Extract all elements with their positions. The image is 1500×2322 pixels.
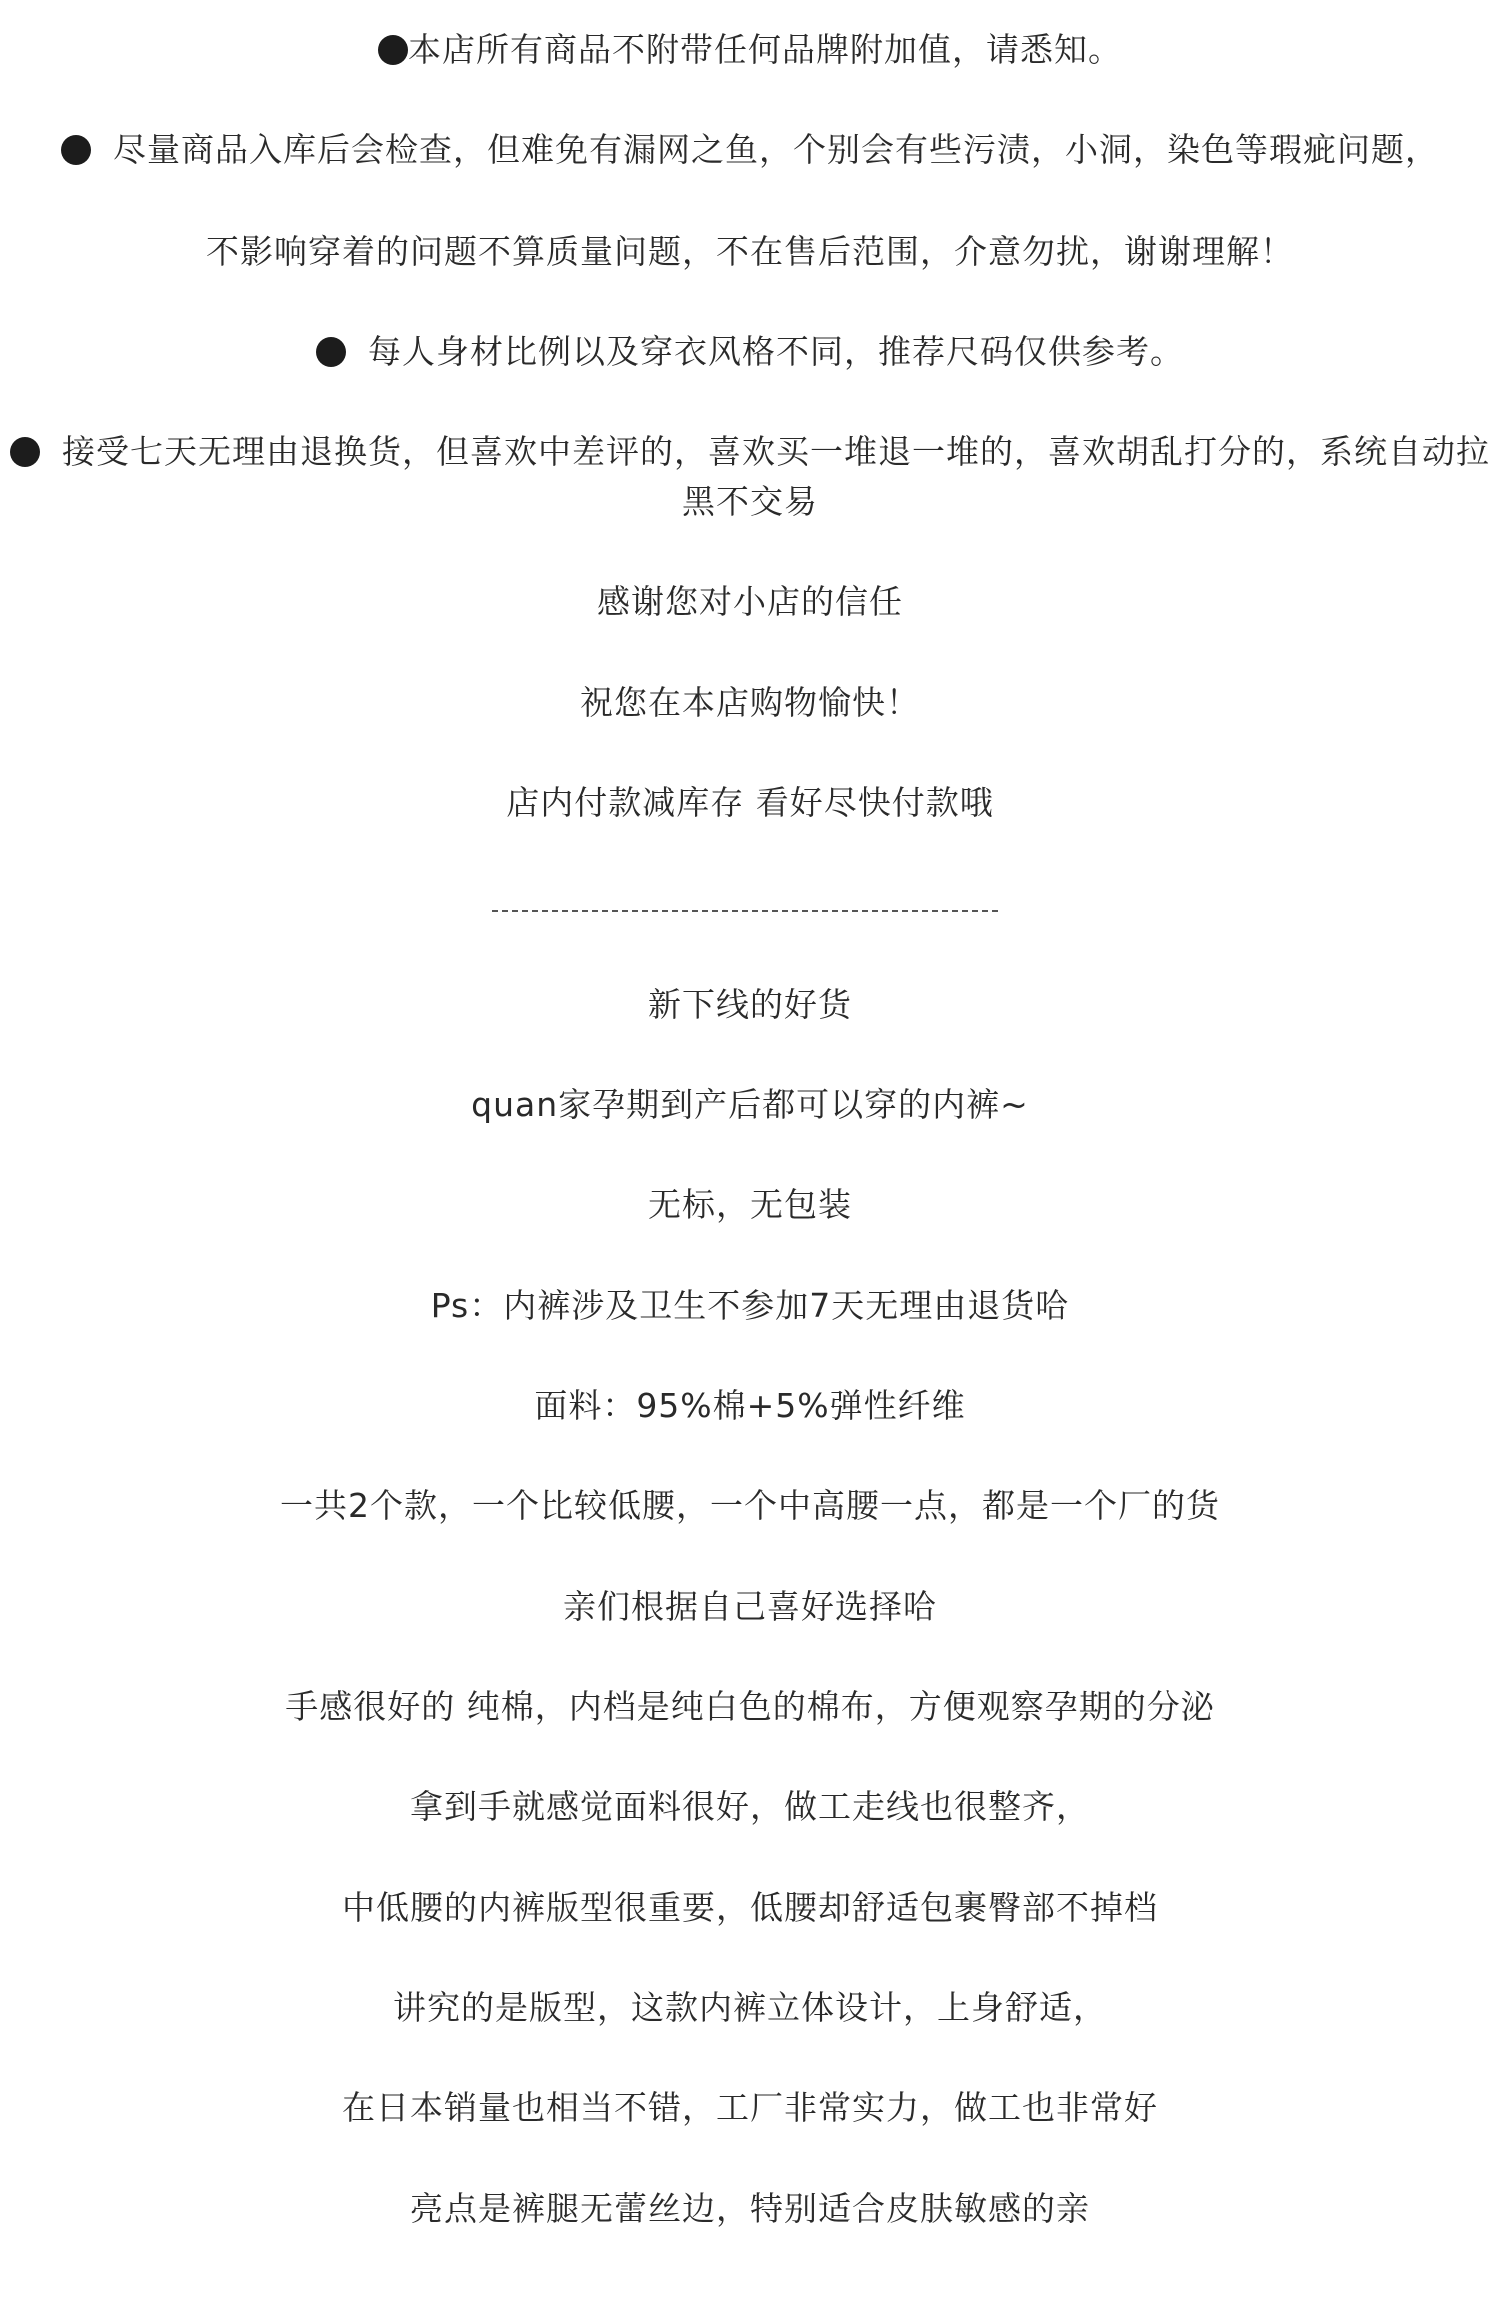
notice-line-8: 店内付款减库存 看好尽快付款哦 (506, 783, 994, 822)
notice-text-4: 每人身材比例以及穿衣风格不同，推荐尺码仅供参考。 (368, 332, 1184, 371)
product-line-12: 在日本销量也相当不错，工厂非常实力，做工也非常好 (342, 2088, 1158, 2127)
bullet-icon (61, 135, 91, 165)
notice-line-5 (0, 427, 1500, 477)
bullet-icon (378, 35, 408, 65)
product-line-6: 一共2个款，一个比较低腰，一个中高腰一点，都是一个厂的货 (280, 1486, 1220, 1525)
notice-text-5a: 接受七天无理由退换货，但喜欢中差评的，喜欢买一堆退一堆的，喜欢胡乱打分的，系统自动拉 (62, 432, 1490, 471)
product-line-1: 新下线的好货 (648, 985, 852, 1024)
notice-line-7: 祝您在本店购物愉快！ (580, 683, 920, 722)
product-line-3: 无标，无包装 (648, 1185, 852, 1224)
notice-line-3: 不影响穿着的问题不算质量问题，不在售后范围，介意勿扰，谢谢理解！ (206, 232, 1294, 271)
product-line-11: 讲究的是版型，这款内裤立体设计，上身舒适， (393, 1988, 1107, 2027)
section-divider (492, 910, 998, 912)
notice-text-2: 尽量商品入库后会检查，但难免有漏网之鱼，个别会有些污渍，小洞，染色等瑕疵问题， (113, 130, 1439, 169)
bullet-icon (10, 437, 40, 467)
notice-line-2 (0, 125, 1500, 175)
product-line-9: 拿到手就感觉面料很好，做工走线也很整齐， (410, 1787, 1090, 1826)
product-line-4: Ps：内裤涉及卫生不参加7天无理由退货哈 (430, 1286, 1070, 1325)
notice-text-1: 本店所有商品不附带任何品牌附加值，请悉知。 (408, 30, 1122, 69)
notice-line-1 (0, 25, 1500, 75)
product-line-2: quan家孕期到产后都可以穿的内裤~ (471, 1085, 1029, 1124)
notice-line-4 (0, 327, 1500, 377)
notice-line-6: 感谢您对小店的信任 (597, 582, 903, 621)
product-line-10: 中低腰的内裤版型很重要，低腰却舒适包裹臀部不掉档 (342, 1888, 1158, 1927)
product-line-13: 亮点是裤腿无蕾丝边，特别适合皮肤敏感的亲 (410, 2189, 1090, 2228)
product-line-5: 面料：95%棉+5%弹性纤维 (534, 1386, 966, 1425)
product-line-8: 手感很好的 纯棉，内档是纯白色的棉布，方便观察孕期的分泌 (285, 1687, 1215, 1726)
bullet-icon (316, 337, 346, 367)
notice-line-5-continued: 黑不交易 (682, 482, 818, 521)
product-line-7: 亲们根据自己喜好选择哈 (563, 1587, 937, 1626)
